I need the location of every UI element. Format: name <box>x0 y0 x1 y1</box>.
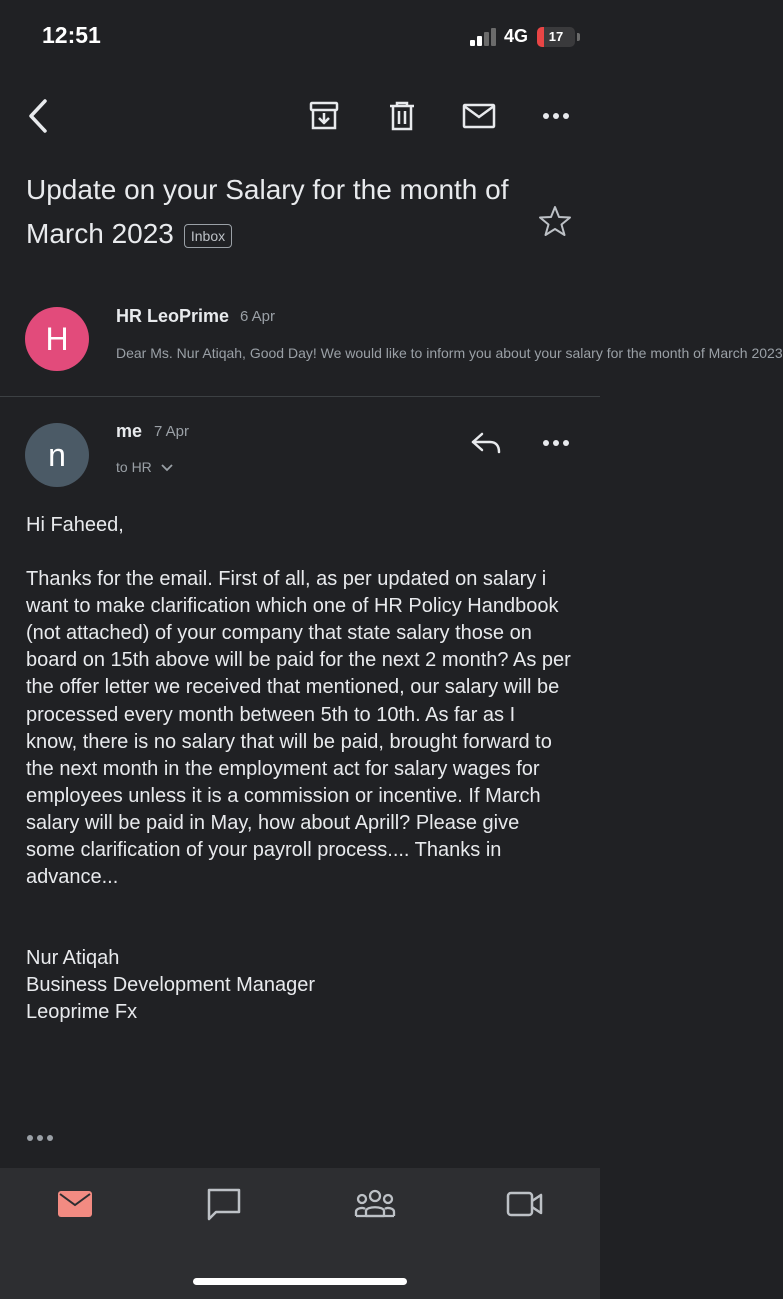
trash-icon <box>387 100 417 132</box>
email-subject <box>26 168 526 256</box>
people-icon <box>354 1189 396 1219</box>
message-body <box>26 512 571 1027</box>
message-date: 6 Apr <box>240 308 276 325</box>
archive-button[interactable] <box>302 94 346 138</box>
nav-meet[interactable] <box>495 1182 555 1226</box>
message-divider <box>0 396 600 397</box>
battery-icon <box>537 27 575 47</box>
chevron-left-icon <box>27 98 49 134</box>
reply-button[interactable] <box>464 424 508 462</box>
chevron-down-icon <box>160 463 174 473</box>
signature-company: Leoprime Fx <box>26 1001 138 1024</box>
status-bar <box>0 0 600 72</box>
reply-icon <box>470 431 502 455</box>
sender-name: me <box>116 421 143 441</box>
message-snippet[interactable]: Dear Ms. Nur Atiqah, Good Day! We would like to inform you about your salary for the month of March 2023 <box>116 345 783 361</box>
message-date: 7 Apr <box>154 423 190 440</box>
recipients-toggle[interactable] <box>116 459 174 475</box>
avatar[interactable]: n <box>25 423 89 487</box>
avatar[interactable]: H <box>25 307 89 371</box>
battery-level: 17 <box>548 29 564 44</box>
more-horizontal-icon <box>542 112 570 120</box>
bottom-navigation <box>0 1168 600 1299</box>
nav-chat[interactable] <box>194 1182 254 1226</box>
inbox-label-chip[interactable]: Inbox <box>184 224 232 248</box>
video-icon <box>506 1190 544 1218</box>
star-icon <box>538 204 572 238</box>
signature-name: Nur Atiqah <box>26 947 120 970</box>
more-options-button[interactable] <box>534 94 578 138</box>
more-horizontal-icon <box>542 439 570 447</box>
back-button[interactable] <box>18 94 58 138</box>
body-paragraph: Thanks for the email. First of all, as per updated on salary i want to make clarification which one of HR Policy Handbook (not attached) of your company that state salary those on board on 15th above will be paid for the next 2 month? As per the offer letter we received that mentioned, our salary will be processed every month between 5th to 10th. As far as I know, there is no salary that will be paid, brought forward to the next month in the employment act for salary wages for employees unless it is a commission or incentive. If March salary will be paid in May, how about Aprill? Please give some clarification of your payroll process.... Thanks in advance... <box>26 568 571 889</box>
nav-mail[interactable] <box>45 1182 105 1226</box>
subject-text: Update on your Salary for the month of March 2023 <box>26 174 509 249</box>
home-indicator[interactable] <box>193 1278 407 1285</box>
recipients-text: to HR <box>116 459 152 475</box>
greeting: Hi Faheed, <box>26 514 124 536</box>
clock: 12:51 <box>42 22 101 48</box>
mail-icon <box>462 103 496 129</box>
chat-icon <box>206 1187 242 1221</box>
signal-strength-icon <box>470 28 498 46</box>
sender-name: HR LeoPrime <box>116 306 230 326</box>
more-horizontal-icon <box>26 1134 56 1142</box>
message-more-button[interactable] <box>534 424 578 462</box>
mark-unread-button[interactable] <box>456 94 502 138</box>
star-button[interactable] <box>536 202 574 240</box>
nav-spaces[interactable] <box>345 1182 405 1226</box>
delete-button[interactable] <box>380 94 424 138</box>
signature-title: Business Development Manager <box>26 974 316 997</box>
network-type: 4G <box>504 26 529 46</box>
show-trimmed-content-button[interactable] <box>26 1128 58 1148</box>
archive-icon <box>308 100 340 132</box>
mail-icon <box>57 1190 93 1218</box>
battery-tip <box>577 33 580 41</box>
